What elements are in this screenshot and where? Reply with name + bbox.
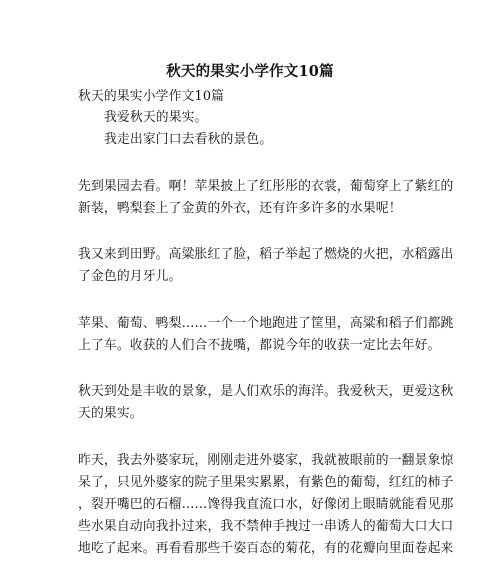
paragraph-line: ，裂开嘴巴的石榴……馋得我直流口水，好像闭上眼睛就能看见那 [78, 497, 454, 512]
paragraph-line: 呆了，只见外婆家的院子里果实累累，有紫色的葡萄，红红的柿子 [78, 475, 454, 490]
paragraph-line: 昨天，我去外婆家玩，刚刚走进外婆家，我就被眼前的一翻景象惊 [78, 453, 454, 468]
intro-line: 我爱秋天的果实。 [104, 110, 208, 125]
document-title: 秋天的果实小学作文10篇 [166, 63, 334, 80]
paragraph-line: 我又来到田野。高粱胀红了脸，稻子举起了燃烧的火把，水稻露出 [78, 247, 454, 262]
paragraph-line: 上了车。收获的人们合不拢嘴，都说今年的收获一定比去年好。 [78, 338, 441, 353]
paragraph-line: 了金色的月牙儿。 [78, 269, 182, 284]
paragraph-line: 先到果园去看。啊！苹果披上了红彤彤的衣裳，葡萄穿上了紫红的 [78, 179, 454, 194]
paragraph-line: 新装，鸭梨套上了金黄的外衣，还有许多许多的水果呢！ [78, 201, 402, 216]
paragraph-line: 苹果、葡萄、鸭梨……一个一个地跑进了筐里，高粱和稻子们都跳 [78, 316, 454, 331]
intro-line: 我走出家门口去看秋的景色。 [104, 132, 273, 147]
paragraph-line: 些水果自动向我扑过来，我不禁伸手拽过一串诱人的葡萄大口大口 [78, 519, 454, 534]
paragraph-line: 地吃了起来。再看看那些千姿百态的菊花，有的花瓣向里面卷起来 [78, 541, 454, 556]
paragraph-line: 天的果实。 [78, 406, 143, 421]
paragraph-line: 秋天到处是丰收的景象，是人们欢乐的海洋。我爱秋天，更爱这秋 [78, 384, 454, 399]
document-subtitle: 秋天的果实小学作文10篇 [78, 89, 225, 104]
